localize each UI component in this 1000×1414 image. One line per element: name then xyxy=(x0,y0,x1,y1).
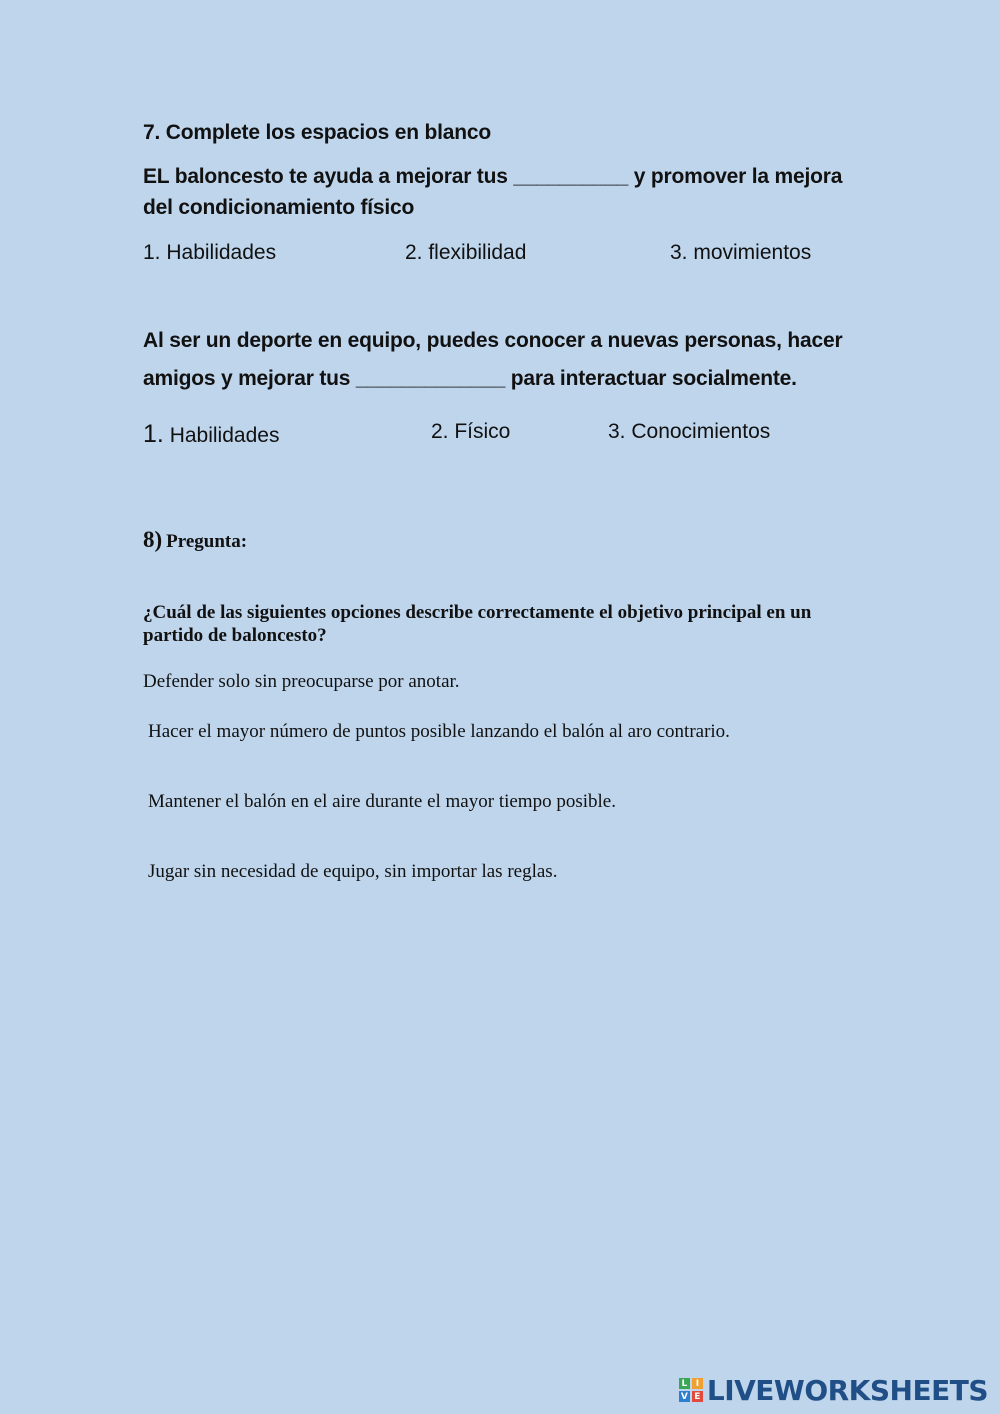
question-8-number: 8) xyxy=(143,527,163,552)
question-8-option-2[interactable]: Hacer el mayor número de puntos posible lanzando el balón al aro contrario. xyxy=(148,721,730,742)
question-8-option-3[interactable]: Mantener el balón en el aire durante el mayor tiempo posible. xyxy=(148,791,616,812)
liveworksheets-logo xyxy=(679,1374,988,1406)
logo-icon xyxy=(679,1378,703,1402)
question-7-sentence-line1: EL baloncesto te ayuda a mejorar tus __________ y promover la mejora xyxy=(143,165,843,188)
logo-cell-v: V xyxy=(679,1391,690,1402)
question-7-sentence-line2: del condicionamiento físico xyxy=(143,196,415,219)
question-7-option-3[interactable]: 3. movimientos xyxy=(670,241,812,264)
question-8-heading xyxy=(143,527,247,553)
logo-text: LIVEWORKSHEETS xyxy=(706,1373,988,1407)
question-7b-option-1-text: Habilidades xyxy=(169,424,280,447)
question-7b-option-1-number: 1. xyxy=(143,420,164,448)
question-8-label: Pregunta: xyxy=(166,531,248,552)
question-7b-option-3[interactable]: 3. Conocimientos xyxy=(608,420,771,443)
question-7-title: 7. Complete los espacios en blanco xyxy=(143,121,491,144)
question-7-option-2[interactable]: 2. flexibilidad xyxy=(405,241,527,264)
question-7b-option-2[interactable]: 2. Físico xyxy=(431,420,511,443)
logo-cell-i: I xyxy=(692,1378,703,1389)
question-8-option-1[interactable]: Defender solo sin preocuparse por anotar. xyxy=(143,671,460,692)
question-7b-sentence-line1: Al ser un deporte en equipo, puedes conocer a nuevas personas, hacer xyxy=(143,329,843,352)
logo-cell-e: E xyxy=(692,1391,703,1402)
question-7-option-1[interactable]: 1. Habilidades xyxy=(143,241,277,264)
question-7b-sentence-line2: amigos y mejorar tus _____________ para interactuar socialmente. xyxy=(143,367,797,390)
question-8-option-4[interactable]: Jugar sin necesidad de equipo, sin importar las reglas. xyxy=(148,861,558,882)
question-7b-option-1[interactable] xyxy=(143,420,279,449)
logo-cell-l: L xyxy=(679,1378,690,1389)
question-8-text: ¿Cuál de las siguientes opciones describe correctamente el objetivo principal en un partido de baloncesto? xyxy=(143,602,812,646)
